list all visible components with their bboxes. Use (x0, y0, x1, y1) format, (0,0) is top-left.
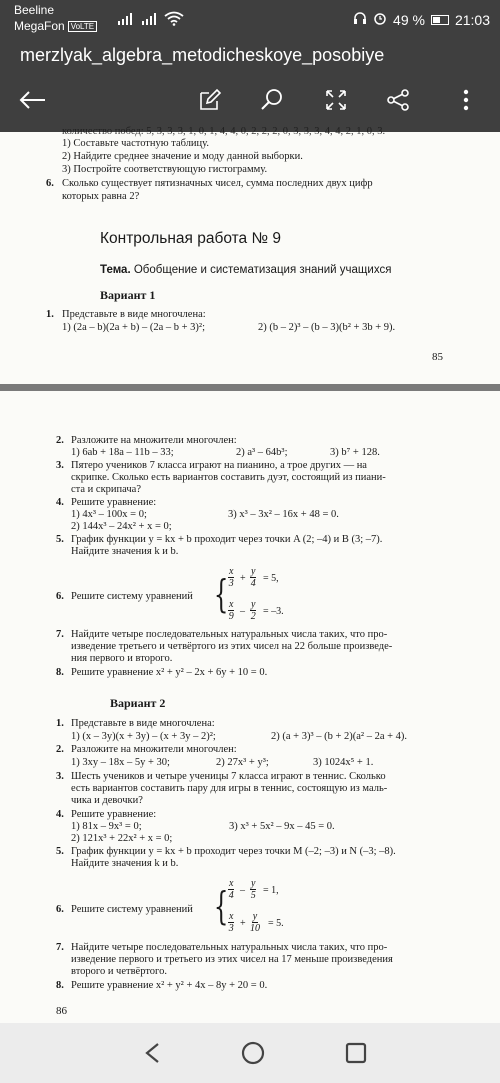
fraction: $\frac{y}{2}$ (250, 599, 256, 622)
task-item: 2) Найдите среднее значение и моду данной выборки. (62, 151, 303, 162)
question-number: 3. (56, 771, 64, 782)
question-number: 7. (56, 629, 64, 640)
status-right (353, 11, 490, 28)
expression: 3) x³ + 5x² – 9x – 45 = 0. (229, 821, 335, 832)
question-text: изведение третьего и четвёртого из этих чисел на 22 больше произведе- (71, 641, 393, 652)
pdf-page-86[interactable] (0, 391, 500, 1023)
system-brace: { (213, 572, 229, 616)
expression: 2) (b – 2)³ – (b – 3)(b² + 3b + 9). (258, 322, 396, 333)
expression: 2) 144x³ – 24x² + x = 0; (71, 521, 172, 532)
expression: 1) 6ab + 18a – 11b – 33; (71, 447, 174, 458)
question-text: Решите уравнение x² + y² – 2x + 6y + 10 = 0. (71, 667, 268, 678)
fraction: $\frac{x}{3}$ (228, 911, 234, 934)
expression: 2) 121x³ + 22x² + x = 0; (71, 833, 173, 844)
expression: 1) (x – 3y)(x + 3y) – (x + 3y – 2)²; (71, 731, 216, 742)
document-title: merzlyak_algebra_metodicheskoye_posobiye (20, 45, 385, 65)
question-text: ста и скрипача? (71, 484, 141, 495)
edit-icon[interactable] (190, 82, 230, 118)
battery-percent: 49 % (393, 11, 425, 28)
fraction: $\frac{x}{4}$ (228, 878, 234, 901)
headphones-icon (353, 11, 367, 28)
fraction: $\frac{x}{3}$ (228, 566, 234, 589)
question-text: чика и девочки? (71, 795, 143, 806)
question-number: 4. (56, 809, 64, 820)
page-number: 85 (432, 351, 443, 363)
equation-system: { $\frac{x}{4}$ – $\frac{y}{5}$ = 1, $\frac{x}{3}$ + $\frac{y}{10}$ = 5. (213, 878, 284, 934)
test-theme: Тема. Обобщение и систематизация знаний учащихся (100, 264, 392, 276)
question-text: скрипке. Сколько есть вариантов составить дуэт, состоящий из пиани- (71, 472, 386, 483)
nav-home-icon[interactable] (233, 1037, 273, 1069)
system-brace: { (213, 884, 229, 928)
question-number: 8. (56, 667, 64, 678)
nav-back-icon[interactable] (132, 1037, 172, 1069)
expression: 3) x³ – 3x² – 16x + 48 = 0. (228, 509, 339, 520)
wifi-icon (164, 11, 184, 29)
question-number: 8. (56, 980, 64, 991)
question-number: 4. (56, 497, 64, 508)
expression: 1) 4x³ – 100x = 0; (71, 509, 147, 520)
task-item: 3) Постройте соответствующую гистограмму. (62, 164, 268, 175)
question-number: 5. (56, 846, 64, 857)
question-text: Найдите четыре последовательных натуральных числа таких, что про- (71, 629, 388, 640)
question-number: 6. (56, 591, 64, 602)
more-vert-icon[interactable] (446, 82, 486, 118)
question-text: Решите уравнение: (71, 809, 157, 820)
question-number: 5. (56, 534, 64, 545)
pdf-page-85[interactable] (0, 126, 500, 384)
question-text: Решите систему уравнений (71, 591, 193, 602)
question-text: Найдите четыре последовательных натуральных числа таких, что про- (71, 942, 388, 953)
question-number: 7. (56, 942, 64, 953)
question-text: которых равна 2? (62, 191, 140, 202)
expression: 3) 1024x⁵ + 1. (313, 757, 374, 768)
expression: 1) (2a – b)(2a + b) – (2a – b + 3)²; (62, 322, 205, 333)
alarm-icon (373, 11, 387, 28)
question-number: 3. (56, 460, 64, 471)
question-text: есть вариантов составить пару для игры в теннис, состоящую из маль- (71, 783, 388, 794)
signal-icon (118, 13, 136, 28)
question-number: 6. (46, 178, 54, 189)
question-text: второго и четвёртого. (71, 966, 167, 977)
question-text: Шесть учеников и четыре ученицы 7 класса играют в теннис. Сколько (71, 771, 386, 782)
question-text: Разложите на множители многочлен: (71, 435, 237, 446)
back-arrow-icon[interactable] (12, 82, 52, 118)
expression: 3) b⁷ + 128. (330, 447, 380, 458)
expression: 1) 81x – 9x³ = 0; (71, 821, 142, 832)
fraction: $\frac{y}{4}$ (250, 566, 256, 589)
status-bar (0, 0, 500, 38)
expression: 2) (a + 3)³ – (b + 2)(a² – 2a + 4). (271, 731, 408, 742)
question-text: Представьте в виде многочлена: (71, 718, 215, 729)
app-bar (0, 38, 500, 132)
variant-heading: Вариант 2 (110, 696, 166, 710)
nav-recents-icon[interactable] (336, 1037, 376, 1069)
question-text: График функции y = kx + b проходит через точки M (–2; –3) и N (–3; –8). (71, 846, 396, 857)
variant-heading: Вариант 1 (100, 288, 156, 302)
question-text: изведение первого и третьего из этих чисел на 17 меньше произведения (71, 954, 393, 965)
question-text: Представьте в виде многочлена: (62, 309, 206, 320)
question-number: 1. (56, 718, 64, 729)
question-text: Решите систему уравнений (71, 904, 193, 915)
clock: 21:03 (454, 11, 490, 28)
signal-icon (142, 13, 160, 28)
expression: 1) 3xy – 18x – 5y + 30; (71, 757, 170, 768)
share-icon[interactable] (378, 82, 418, 118)
carrier-primary: Beeline (14, 3, 55, 17)
question-text: Решите уравнение x² + y² + 4x – 8y + 20 = 0. (71, 980, 268, 991)
question-number: 1. (46, 309, 54, 320)
question-number: 2. (56, 744, 64, 755)
task-item: 1) Составьте частотную таблицу. (62, 138, 209, 149)
carrier-secondary: MegaFon VoLTE (14, 19, 97, 33)
fraction: $\frac{y}{10}$ (250, 911, 260, 934)
expression: 2) 27x³ + y³; (216, 757, 269, 768)
question-text: График функции y = kx + b проходит через точки A (2; –4) и B (3; –7). (71, 534, 383, 545)
cutoff-line: количество побед: 5, 3, 3, 3, 1, 0, 1, 4, 4, 0, 2, 2, 2, 0, 3, 3, 3, 4, 4, 2, 1, 0, 3. (62, 126, 386, 137)
volte-badge: VoLTE (68, 21, 97, 32)
battery-icon (431, 15, 449, 25)
question-text: Пятеро учеников 7 класса играют на пианино, а трое других — на (71, 460, 367, 471)
expression: 2) a³ – 64b³; (236, 447, 288, 458)
question-text: ния первого и второго. (71, 653, 173, 664)
question-text: Найдите значения k и b. (71, 858, 179, 869)
search-icon[interactable] (252, 82, 292, 118)
page-number: 86 (56, 1005, 67, 1017)
question-text: Сколько существует пятизначных чисел, сумма последних двух цифр (62, 178, 373, 189)
fraction: $\frac{x}{9}$ (228, 599, 234, 622)
equation-system: { $\frac{x}{3}$ + $\frac{y}{4}$ = 5, $\frac{x}{9}$ – $\frac{y}{2}$ = –3. (213, 566, 284, 622)
fullscreen-icon[interactable] (316, 82, 356, 118)
test-title: Контрольная работа № 9 (100, 230, 282, 247)
question-text: Найдите значения k и b. (71, 546, 179, 557)
question-number: 2. (56, 435, 64, 446)
fraction: $\frac{y}{5}$ (250, 878, 256, 901)
question-text: Решите уравнение: (71, 497, 157, 508)
navigation-bar (0, 1023, 500, 1083)
question-text: Разложите на множители многочлен: (71, 744, 237, 755)
question-number: 6. (56, 904, 64, 915)
